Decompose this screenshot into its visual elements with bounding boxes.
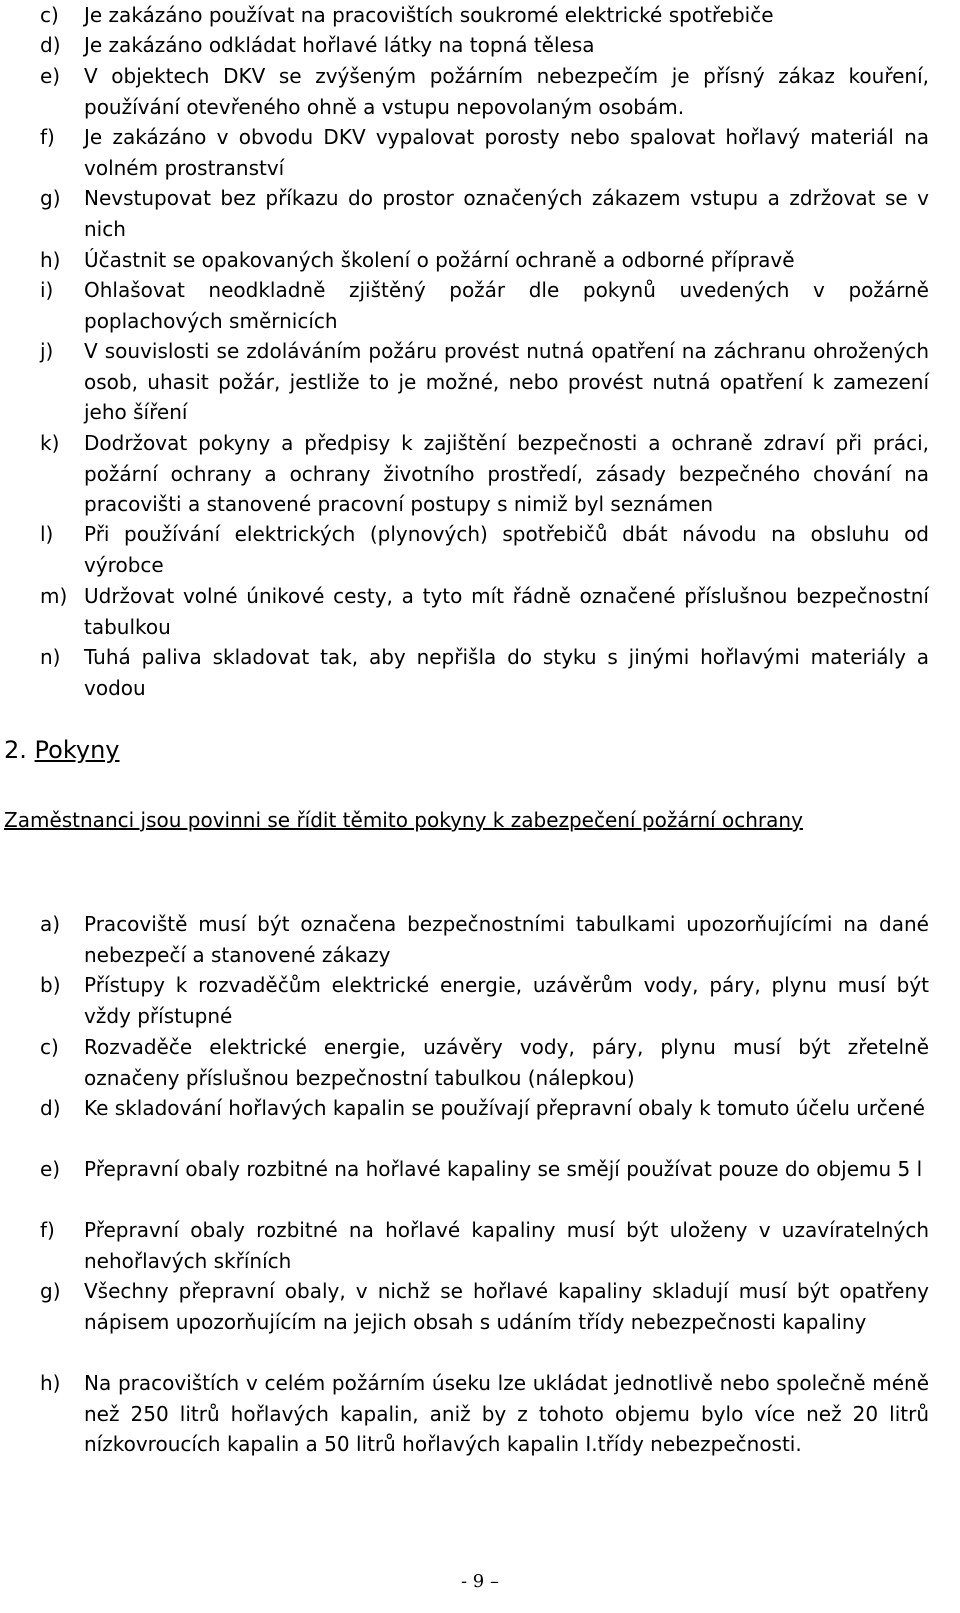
section-intro: Zaměstnanci jsou povinni se řídit těmito pokyny k zabezpečení požární ochrany bbox=[4, 808, 803, 832]
list-item bbox=[40, 336, 929, 428]
list-item bbox=[40, 61, 929, 122]
list-item-label: g) bbox=[40, 186, 61, 210]
list-item-label: g) bbox=[40, 1279, 61, 1303]
list-item bbox=[40, 970, 929, 1031]
page-number: - 9 – bbox=[461, 1571, 499, 1592]
list-item bbox=[40, 183, 929, 244]
list-item-text: Je zakázáno v obvodu DKV vypalovat porosty nebo spalovat hořlavý materiál na volném prostranství bbox=[84, 125, 929, 180]
section-title: Pokyny bbox=[34, 736, 120, 764]
list-item-text: Účastnit se opakovaných školení o požární ochraně a odborné přípravě bbox=[84, 248, 795, 272]
list-item-text: Přístupy k rozvaděčům elektrické energie, uzávěrům vody, páry, plynu musí být vždy přístupné bbox=[84, 973, 929, 1028]
list-item-text: V objektech DKV se zvýšeným požárním nebezpečím je přísný zákaz kouření, používání otevřeného ohně a vstupu nepovolaným osobám. bbox=[84, 64, 929, 119]
list-item-label: h) bbox=[40, 248, 61, 272]
list-item bbox=[40, 642, 929, 703]
list-item-label: d) bbox=[40, 33, 61, 57]
list-item-text: Pracoviště musí být označena bezpečnostními tabulkami upozorňujícími na dané nebezpečí a stanovené zákazy bbox=[84, 912, 929, 967]
list-item bbox=[40, 0, 929, 31]
list-item bbox=[40, 428, 929, 520]
section-heading bbox=[4, 734, 120, 766]
list-item bbox=[40, 1093, 929, 1124]
list-item bbox=[40, 1215, 929, 1276]
list-item bbox=[40, 1276, 929, 1337]
list-item-text: Na pracovištích v celém požárním úseku lze ukládat jednotlivě nebo společně méně než 250 litrů hořlavých kapalin, aniž by z tohoto objemu bylo více než 20 litrů nízkovroucích kapalin a 50 litrů hořlavých kapalin I.třídy nebezpečnosti. bbox=[84, 1371, 929, 1457]
list-item-text: Ohlašovat neodkladně zjištěný požár dle pokynů uvedených v požárně poplachových směrnicích bbox=[84, 278, 929, 333]
list-item-label: i) bbox=[40, 278, 54, 302]
list-item bbox=[40, 1154, 929, 1185]
list-item-text: Je zakázáno odkládat hořlavé látky na topná tělesa bbox=[84, 33, 595, 57]
list-item bbox=[40, 1368, 929, 1460]
list-item-text: Přepravní obaly rozbitné na hořlavé kapaliny se smějí používat pouze do objemu 5 l bbox=[84, 1157, 923, 1181]
list-item-text: Je zakázáno používat na pracovištích soukromé elektrické spotřebiče bbox=[84, 3, 774, 27]
list-item-label: e) bbox=[40, 64, 61, 88]
list-item-text: Všechny přepravní obaly, v nichž se hořlavé kapaliny skladují musí být opatřeny nápisem upozorňujícím na jejich obsah s udáním třídy nebezpečnosti kapaliny bbox=[84, 1279, 929, 1334]
list-item-text: Udržovat volné únikové cesty, a tyto mít řádně označené příslušnou bezpečnostní tabulkou bbox=[84, 584, 929, 639]
list-item-text: Dodržovat pokyny a předpisy k zajištění bezpečnosti a ochraně zdraví při práci, požární ochrany a ochrany životního prostředí, zásady bezpečného chování na pracovišti a stanovené pracovní postupy s nimiž byl seznámen bbox=[84, 431, 929, 517]
list-item-label: c) bbox=[40, 3, 59, 27]
section-number: 2. bbox=[4, 736, 27, 764]
list-item-text: V souvislosti se zdoláváním požáru provést nutná opatření na záchranu ohrožených osob, uhasit požár, jestliže to je možné, nebo provést nutná opatření k zamezení jeho šíření bbox=[84, 339, 929, 425]
list-item-label: f) bbox=[40, 125, 55, 149]
list-item-label: d) bbox=[40, 1096, 61, 1120]
list-item bbox=[40, 275, 929, 336]
list-item bbox=[40, 30, 929, 61]
list-item-text: Ke skladování hořlavých kapalin se používají přepravní obaly k tomuto účelu určené bbox=[84, 1096, 925, 1120]
list-item bbox=[40, 909, 929, 970]
list-item-label: h) bbox=[40, 1371, 61, 1395]
list-item-label: j) bbox=[40, 339, 54, 363]
list-item-label: k) bbox=[40, 431, 60, 455]
list-item-text: Při používání elektrických (plynových) spotřebičů dbát návodu na obsluhu od výrobce bbox=[84, 522, 929, 577]
list-item-label: c) bbox=[40, 1035, 59, 1059]
list-item-label: l) bbox=[40, 522, 54, 546]
list-item-label: n) bbox=[40, 645, 61, 669]
list-item-label: f) bbox=[40, 1218, 55, 1242]
list-item-text: Tuhá paliva skladovat tak, aby nepřišla do styku s jinými hořlavými materiály a vodou bbox=[84, 645, 929, 700]
list-item bbox=[40, 581, 929, 642]
list-item-label: e) bbox=[40, 1157, 61, 1181]
list-item-text: Rozvaděče elektrické energie, uzávěry vody, páry, plynu musí být zřetelně označeny příslušnou bezpečnostní tabulkou (nálepkou) bbox=[84, 1035, 929, 1090]
list-item-text: Přepravní obaly rozbitné na hořlavé kapaliny musí být uloženy v uzavíratelných nehořlavých skříních bbox=[84, 1218, 929, 1273]
list-item bbox=[40, 519, 929, 580]
list-item-label: a) bbox=[40, 912, 61, 936]
list-item bbox=[40, 122, 929, 183]
list-item-label: b) bbox=[40, 973, 61, 997]
list-item-label: m) bbox=[40, 584, 68, 608]
list-item-text: Nevstupovat bez příkazu do prostor označených zákazem vstupu a zdržovat se v nich bbox=[84, 186, 929, 241]
list-item bbox=[40, 245, 929, 276]
list-item bbox=[40, 1032, 929, 1093]
